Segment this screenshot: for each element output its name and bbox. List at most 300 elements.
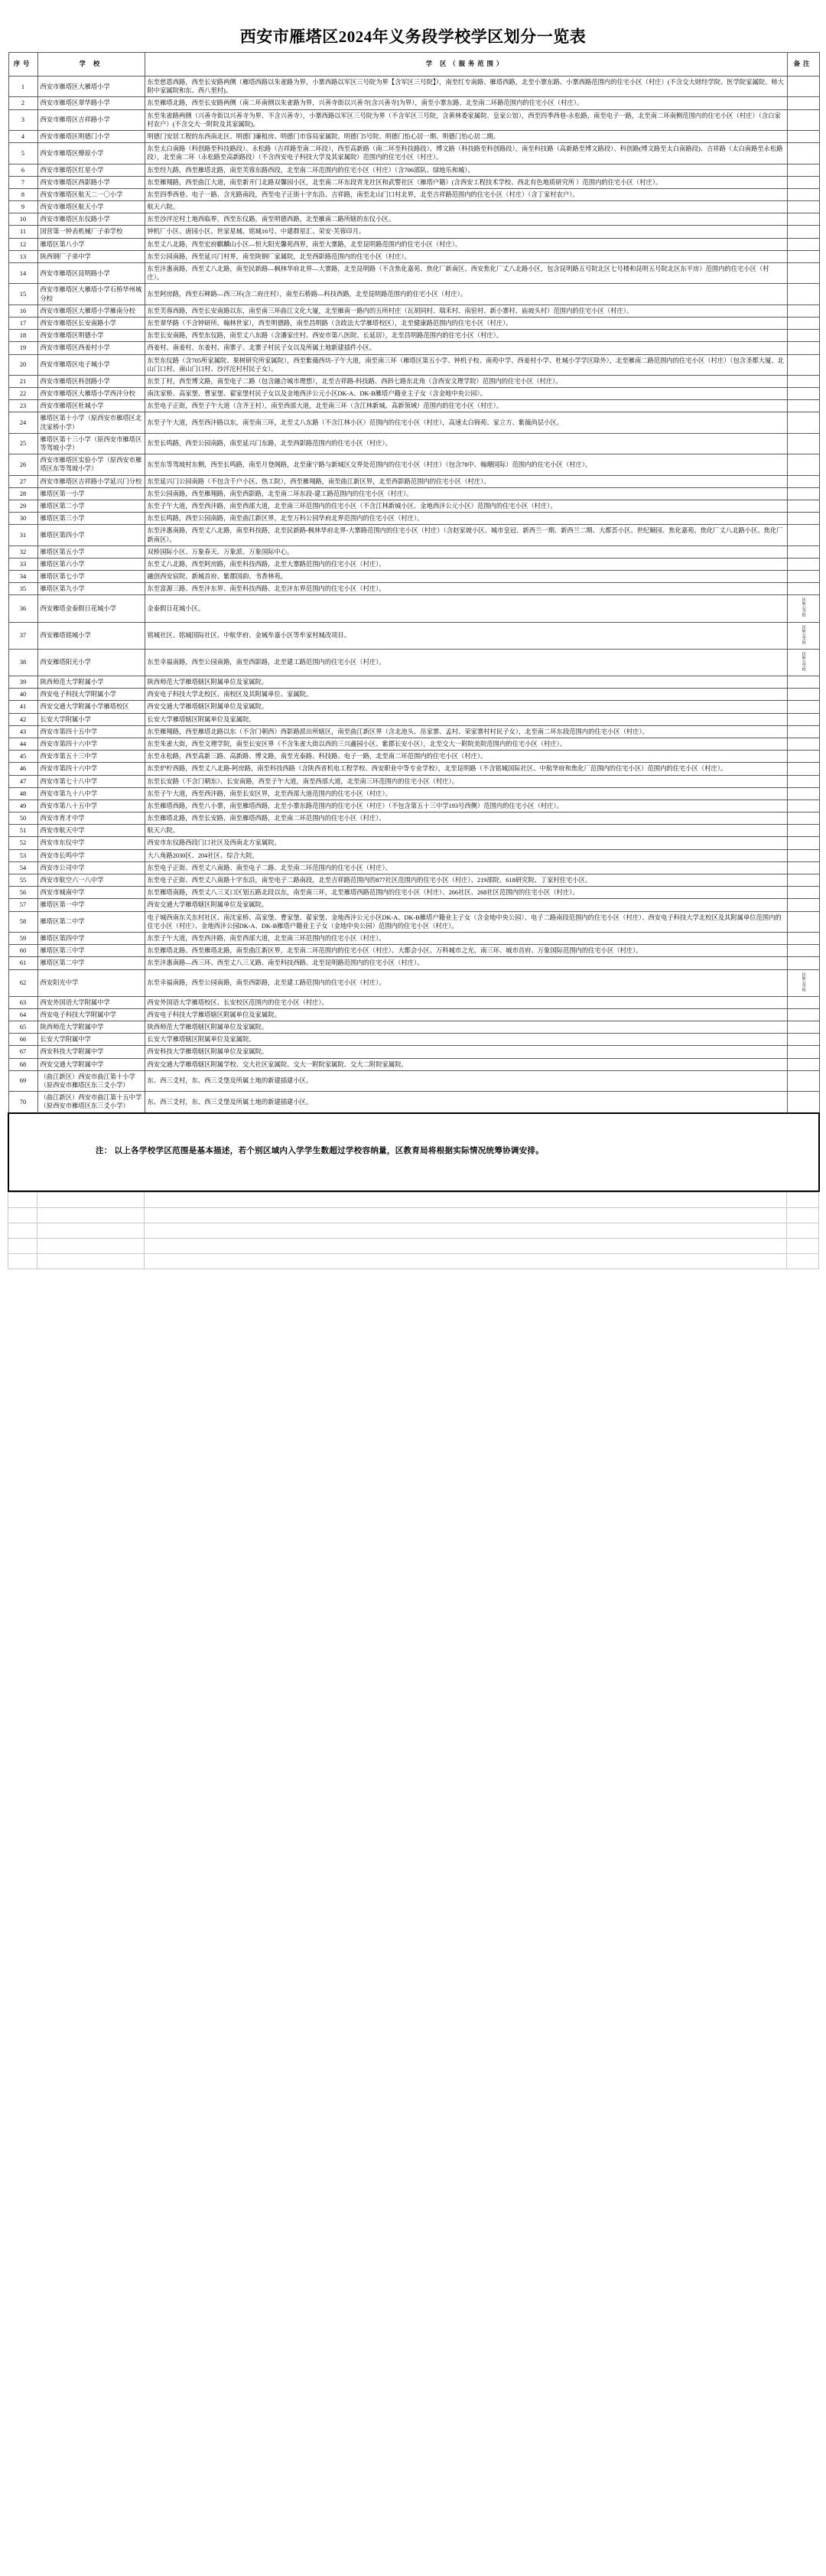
school-name: 雁塔区第五小学 (37, 545, 145, 558)
table-row (8, 400, 819, 412)
table-row (8, 342, 819, 354)
row-number: 49 (8, 800, 37, 812)
school-name: 西安阳光中学 (37, 969, 145, 996)
school-district-area: 东至阿房路，西至石释路—西三环(含二府庄村），南至石桥路—科技西路，北至昆明路范围内的住宅小区（村庄）。 (145, 284, 787, 304)
blank-cell (8, 1253, 37, 1268)
blank-cell (145, 1192, 787, 1207)
school-district-area: 东至炉柠西路，西至丈八北路-阿房路，南至科技西路（含陕西省机电工程学校、西安职业中等专业学校），北至昆明路（不含铭城国际社区、中航华府和焦化厂范围内的住宅小区）范围内的住宅小区（村庄）。 (145, 763, 787, 775)
row-number: 13 (8, 250, 37, 262)
row-remark (787, 945, 819, 957)
school-name: 雁塔区第一小学 (37, 487, 145, 500)
row-number: 62 (8, 969, 37, 996)
row-number: 48 (8, 787, 37, 800)
table-row (8, 354, 819, 375)
school-district-area: 东至雁翔路，西至雁塔北路以东（不含门朝西）西影路派出所辖区，南至曲江新区界（含北池头、岳家寨、孟村、荣家寨村村民子女），北至南二环东段范围内的住宅小区（村庄）。 (145, 725, 787, 738)
blank-cell (37, 1192, 145, 1207)
row-remark (787, 250, 819, 262)
school-district-area: 东至雁塔西路，西至八小寨，南至雁塔西路，北至小寨东路范围内的住宅小区（村庄）（不包含第五十三中学193号西侧）范围内的住宅小区（村庄）。 (145, 800, 787, 812)
row-number: 10 (8, 213, 37, 226)
row-number: 56 (8, 887, 37, 899)
row-remark (787, 787, 819, 800)
row-number: 55 (8, 874, 37, 887)
row-remark (787, 558, 819, 570)
school-district-area: 东至延兴门公园南路（不包含千户小区、热工院），西至雁翔路，南至曲江新区界，北至西影路范围内的住宅小区（村庄）。 (145, 475, 787, 487)
school-district-area: 东至丈八北路，西至宏府麒麟山小区—恒大阳光馨苑西界，南至大寨路，北至昆明路范围内的住宅小区（村庄）。 (145, 238, 787, 250)
row-number: 53 (8, 849, 37, 861)
blank-cell (787, 1207, 819, 1223)
school-name: 雁塔区第七小学 (37, 571, 145, 583)
school-name: （曲江新区）西安市曲江第十五中学（原西安市雁塔区东三爻小学） (37, 1092, 145, 1113)
row-number: 1 (8, 77, 37, 97)
school-district-area: 东至雁塔北路、西至雁塔北路，南至曲江新区界，北至南二环范围内的住宅小区（村庄）、大都会小区、万科城市之光、南三环、城市首府、万象国际范围内的住宅小区（村庄）。 (145, 945, 787, 957)
row-number: 7 (8, 176, 37, 188)
page-title: 西安市雁塔区2024年义务段学校学区划分一览表 (239, 28, 587, 46)
row-remark (787, 433, 819, 454)
row-remark (787, 1046, 819, 1058)
row-remark (787, 899, 819, 911)
row-number: 63 (8, 996, 37, 1008)
row-remark (787, 874, 819, 887)
row-remark (787, 487, 819, 500)
row-remark (787, 1021, 819, 1034)
blank-cell (787, 1253, 819, 1268)
table-row (8, 304, 819, 317)
table-row (8, 649, 819, 676)
row-number: 27 (8, 475, 37, 487)
school-district-area: 东至子午大道，西至西沣路，南至长安区界，北至西部大道范围内的住宅小区（村庄）。 (145, 787, 787, 800)
table-row (8, 1046, 819, 1058)
row-number: 3 (8, 109, 37, 130)
column-header-school: 学 校 (37, 53, 145, 77)
row-remark (787, 213, 819, 226)
school-name: 西安市雁塔区长安南路小学 (37, 317, 145, 329)
school-name: 西安市第九十八中学 (37, 787, 145, 800)
school-district-area: 西安交通大学雁塔辖区附属单位及家属院。 (145, 899, 787, 911)
row-remark (787, 500, 819, 512)
school-district-area: 东、西三爻村，东、西三爻堡及所属土地的新建插建小区。 (145, 1092, 787, 1113)
row-remark (787, 1058, 819, 1070)
school-name: 雁塔区第六小学 (37, 558, 145, 570)
table-row (8, 330, 819, 342)
school-district-area: 航天六院。 (145, 825, 787, 837)
remark-vertical-text: 民转公学校 (801, 651, 806, 671)
row-remark (787, 969, 819, 996)
column-header-no: 序号 (8, 53, 37, 77)
title-spacer (0, 0, 826, 23)
school-name: 陕西师范大学附属小学 (37, 676, 145, 689)
school-district-area: 东至雁塔北路，西至长安路两侧（南二环南侧以朱雀路为界，兴善寺街以兴善寺[含兴善寺]为界），南至小寨东路、北至南二环路范围内的住宅小区（村庄）。 (145, 97, 787, 109)
row-remark (787, 676, 819, 689)
row-number: 43 (8, 725, 37, 738)
footer-note-cell (8, 1113, 819, 1191)
table-row (8, 887, 819, 899)
school-district-area: 西安交通大学雁塔辖区附属单位及家属院。 (145, 701, 787, 713)
row-number: 21 (8, 375, 37, 387)
school-district-area: 东至沣惠南路—西三环、西至丈八三叉路、南至科技西路、北至昆明路范围内的住宅小区（村庄）。 (145, 957, 787, 969)
blank-cell (37, 1223, 145, 1238)
school-name: 西安市第七十八中学 (37, 775, 145, 787)
row-remark (787, 143, 819, 164)
school-district-area: 东至雁塔南路，西至丈八三叉口区划五路北段以东，南至南三环，北至雁塔西路范围内的住宅小区（村庄）、266社区、268社区范围内的住宅小区（村庄）。 (145, 887, 787, 899)
document-page (0, 0, 826, 1269)
blank-cell (37, 1253, 145, 1268)
row-number: 31 (8, 525, 37, 545)
table-row (8, 713, 819, 725)
blank-cell (8, 1207, 37, 1223)
school-name: 西安市雁塔区明德小学 (37, 330, 145, 342)
school-district-area: 西安市东仪路西段门口社区及西南北方家属院。 (145, 837, 787, 849)
row-number: 46 (8, 763, 37, 775)
blank-cell (145, 1207, 787, 1223)
school-name: 西安交通大学附属小学雁塔校区 (37, 701, 145, 713)
school-name: 西安外国语大学附属中学 (37, 996, 145, 1008)
table-row (8, 1021, 819, 1034)
row-remark (787, 375, 819, 387)
row-number: 68 (8, 1058, 37, 1070)
school-name: 西安市雁塔区大雁塔小学雁南分校 (37, 304, 145, 317)
school-district-area: 东、西三爻村，东、西三爻堡及所属土地的新建插建小区。 (145, 1070, 787, 1091)
table-row (8, 545, 819, 558)
school-district-area: 钟机厂小区、唐园小区、世家星城、铭城16号、中建群星汇、荣安·芙蓉印月。 (145, 226, 787, 238)
row-remark (787, 388, 819, 400)
blank-cell (8, 1223, 37, 1238)
row-number: 37 (8, 622, 37, 649)
row-remark (787, 454, 819, 475)
school-district-area: 西安交通大学雁塔辖区附属学校、交大社区家属院、交大一附院家属院、交大二附院家属院。 (145, 1058, 787, 1070)
school-name: 西安市第八十五中学 (37, 800, 145, 812)
table-row (8, 874, 819, 887)
school-district-area: 东至长安南路，西至东仪路，南至丈八东路（含潘家庄村、西安市第八医院、长延居），北至昌明路范围内的住宅小区（村庄）。 (145, 330, 787, 342)
table-row (8, 454, 819, 475)
row-remark (787, 545, 819, 558)
row-number: 12 (8, 238, 37, 250)
school-district-area: 大八角路2030区、204社区、综合大院。 (145, 849, 787, 861)
school-district-area: 西安科技大学雁塔辖区附属单位及家属院。 (145, 1046, 787, 1058)
row-remark (787, 713, 819, 725)
row-remark (787, 800, 819, 812)
school-name: 西安雁塔铭城小学 (37, 622, 145, 649)
row-remark (787, 263, 819, 284)
row-number: 57 (8, 899, 37, 911)
row-number: 34 (8, 571, 37, 583)
row-number: 67 (8, 1046, 37, 1058)
school-district-area: 东至沣惠南路，西至丈八北路，南至民新路—枫林华府北界—大寨路，北至昆明路（不含焦化嘉苑、焦化厂新南区、西安焦化厂丈八北路小区，包含昆明路五号院北区七号楼和昆明五号院北区东平房）范围内的住宅小区（村庄）。 (145, 263, 787, 284)
school-name: 西安市第四十六中学 (37, 738, 145, 750)
row-number: 40 (8, 689, 37, 701)
row-remark (787, 109, 819, 130)
row-number: 44 (8, 738, 37, 750)
school-name: 雁塔区第四中学 (37, 932, 145, 944)
school-district-area: 东至丁村，西至博文路，南至电子二路（包含融合城市理想），北至吉祥路-科技路、西斜七路东北角（含西安文理学院）范围内的住宅小区（村庄）。 (145, 375, 787, 387)
school-district-area: 东至慈恩西路，西至长安路两侧（雁塔西路以朱雀路为界，小寨西路以军区三号院为界【含军区三号院】），南至红专南路、雁塔西路，北至小寨东路、小寨西路范围内的住宅小区（村庄）(不含交大财经学院、医学院家属院、师大附中家属院和东、西八里村)。 (145, 77, 787, 97)
school-district-area: 铭城社区、铭城国际社区、中航华府、金城牟嘉小区等牟家村城改项目。 (145, 622, 787, 649)
table-row (8, 676, 819, 689)
row-remark (787, 701, 819, 713)
school-name: 西安市雁塔区航天小学 (37, 201, 145, 213)
school-name: 西安市雁塔区明德门小学 (37, 130, 145, 142)
row-remark (787, 1092, 819, 1113)
blank-row (8, 1253, 819, 1268)
table-row (8, 911, 819, 932)
table-body (8, 77, 819, 1191)
row-remark (787, 226, 819, 238)
school-name: 西安市雁塔区科创路小学 (37, 375, 145, 387)
school-name: 西安电子科技大学附属中学 (37, 1008, 145, 1021)
row-remark (787, 887, 819, 899)
school-district-area: 东至幸福南路，西至公园南路，南至西影路，北至建工路范围内的住宅小区（村庄）。 (145, 649, 787, 676)
row-number: 41 (8, 701, 37, 713)
table-row (8, 317, 819, 329)
blank-cell (145, 1223, 787, 1238)
row-number: 29 (8, 500, 37, 512)
column-header-area: 学 区（服务范围） (145, 53, 787, 77)
row-number: 58 (8, 911, 37, 932)
school-name: 西安市航天中学 (37, 825, 145, 837)
table-row (8, 787, 819, 800)
row-number: 69 (8, 1070, 37, 1091)
school-name: 西安市雁塔区西影路小学 (37, 176, 145, 188)
table-row (8, 725, 819, 738)
school-name: 西安市雁塔区电子城小学 (37, 354, 145, 375)
row-remark (787, 649, 819, 676)
row-remark (787, 330, 819, 342)
table-row (8, 969, 819, 996)
table-row (8, 513, 819, 525)
school-name: 西安市雁塔区大雁塔小学 (37, 77, 145, 97)
row-remark (787, 775, 819, 787)
row-remark (787, 825, 819, 837)
table-row (8, 500, 819, 512)
row-remark (787, 238, 819, 250)
school-name: 西安市育才中学 (37, 813, 145, 825)
table-row (8, 1034, 819, 1046)
school-district-area: 东至电子正街、西至丈八南路十字东沿，南至电子二路南段，北至吉祥路范围内的877社区范围内的住宅小区（村庄）、219部院、618研究院、丁家村住宅小区。 (145, 874, 787, 887)
school-name: 西安市第四十五中学 (37, 725, 145, 738)
row-number: 5 (8, 143, 37, 164)
school-name: 长安大学附属中学 (37, 1034, 145, 1046)
school-name: 西安市第五十三中学 (37, 751, 145, 763)
school-district-area: 东至公园南路，西至雁翔路，南至西影路，北至南二环东段-建工路范围内的住宅小区（村庄）。 (145, 487, 787, 500)
school-district-area: 长安大学雁塔辖区附属单位及家属院。 (145, 1034, 787, 1046)
table-row (8, 250, 819, 262)
school-name: 西安市雁塔区红星小学 (37, 164, 145, 176)
school-name: 西安市雁塔区大雁塔小学石桥华州城分校 (37, 284, 145, 304)
blank-cell (145, 1253, 787, 1268)
school-district-area: 东至子午大道，西至西沣路，南至西部大道，北至南三环范围内的住宅小区（村庄）。 (145, 932, 787, 944)
row-number: 16 (8, 304, 37, 317)
school-district-area: 东至四季西巷、电子一路、含光路南段，西至电子正街十字东沿、吉祥路，南至北山门口村北界，北至吉祥路范围内的住宅小区（村庄）（含丁家村农户）。 (145, 188, 787, 200)
table-row (8, 97, 819, 109)
school-district-area: 东至电子正街、西至丈八南路、南至电子二路、北至南二环范围内的住宅小区（村庄）。 (145, 861, 787, 874)
school-name: 雁塔区第三小学 (37, 513, 145, 525)
school-name: 陕西师范大学附属中学 (37, 1021, 145, 1034)
school-name: 西安市长鸣中学 (37, 849, 145, 861)
row-number: 39 (8, 676, 37, 689)
school-name: 西安市第四十六中学 (37, 763, 145, 775)
school-district-area: 东至经九路，西至雁塔北路，南至芙蓉东路西段，北至南二环范围内的住宅小区（村庄）（含706部队、绿地乐和城）。 (145, 164, 787, 176)
school-district-area: 东至太白南路（科创路至科技路段）、永松路（吉祥路至南二环段），西至高新路（南二环至科技路段）、博文路（科技路至科创路段），南至科技路（高新路至博文路段）、科创路(博文路至太白南路段)、吉祥路（太白南路至永松路段），北至南二环（永松路至高新路段）（不含西安电子科技大学及其家属院）范围内的住宅小区（村庄）。 (145, 143, 787, 164)
row-number: 30 (8, 513, 37, 525)
table-row (8, 1008, 819, 1021)
school-district-area: 航天六院。 (145, 201, 787, 213)
table-row (8, 813, 819, 825)
remark-vertical-text: 民转公学校 (801, 624, 806, 644)
row-number: 65 (8, 1021, 37, 1034)
row-number: 19 (8, 342, 37, 354)
row-number: 24 (8, 412, 37, 433)
row-remark (787, 932, 819, 944)
table-row (8, 701, 819, 713)
trailing-blank-grid (8, 1192, 819, 1269)
school-name: 陕西钢厂子弟中学 (37, 250, 145, 262)
school-district-area: 东至子午大道，西至西沣路，南至西部大道，北至南三环范围内的住宅小区（不含江林新城小区、金地西沣公元小区）范围内的住宅小区（村庄）。 (145, 500, 787, 512)
school-district-area: 明德门安居工程的东西南北区、明德门廉租房、明德门市容局家属院、明德门5号院、明德门怡心居一期、明德门怡心居二期。 (145, 130, 787, 142)
school-district-area: 东至沙泙沱村土地西临界，西至东仪路，南至明德西路，北至雁南二路所辖的东仪小区。 (145, 213, 787, 226)
school-district-area: 东至芙蓉西路，西至长安南路以东，南至南三环曲江文化大厦，北至雁南一路内的五所村庄（瓦胡同村、瑞禾村、南窑村、新小寨村、庙坡头村）范围内的住宅小区（村庄）。 (145, 304, 787, 317)
remark-vertical-text: 民转公学校 (801, 972, 806, 992)
row-remark (787, 622, 819, 649)
row-number: 18 (8, 330, 37, 342)
blank-cell (8, 1192, 37, 1207)
row-number: 4 (8, 130, 37, 142)
table-row (8, 558, 819, 570)
table-row (8, 164, 819, 176)
row-remark (787, 583, 819, 595)
row-number: 2 (8, 97, 37, 109)
table-row (8, 800, 819, 812)
school-name: 西安交通大学附属中学 (37, 1058, 145, 1070)
row-number: 32 (8, 545, 37, 558)
table-row (8, 932, 819, 944)
table-head (8, 53, 819, 77)
table-row (8, 996, 819, 1008)
school-district-area: 金泰假日花城小区。 (145, 595, 787, 622)
school-district-area: 东至雁翔路，西至曲江大道，南至新开门北路双馨园小区，北至南二环东段青龙社区和武警社区（雁塔户籍）(含西安工程技术学校、西北有色地质研究所 ）范围内的住宅小区（村庄）。 (145, 176, 787, 188)
row-remark (787, 996, 819, 1008)
school-name: 雁塔区第四小学 (37, 525, 145, 545)
school-name: 西安市雁塔区翠华路小学 (37, 97, 145, 109)
school-district-area: 陕西师范大学雁塔辖区附属单位及家属院。 (145, 676, 787, 689)
school-district-area: 南沈家桥、高家堡、曹家堡、翟家堡村民子女以及金地西沣公元小区DK-A、DK-B雁塔户籍业主子女（含金地中央公园）。 (145, 388, 787, 400)
school-name: 西安市雁塔区昆明路小学 (37, 263, 145, 284)
table-row (8, 899, 819, 911)
table-row (8, 109, 819, 130)
table-row (8, 176, 819, 188)
table-row (8, 837, 819, 849)
school-district-area: 西安电子科技大学北校区、南校区及其附属单位、家属院。 (145, 689, 787, 701)
table-row (8, 525, 819, 545)
school-name: 西安市雁塔区实验小学（原西安市雁塔区东等驾坡小学） (37, 454, 145, 475)
table-row (8, 622, 819, 649)
row-remark (787, 1070, 819, 1091)
table-row (8, 1058, 819, 1070)
school-district-area: 东至东仪路（含705所家属院、果树研究所家属院），西至紫薇西坊-子午大道，南至南三环（雁塔区第五小学、钟机子校、南苑中学、西姜村小学、杜城小学学区除外），北至雁南二路范围内的住宅小区（村庄）（包含圣都大厦、北山门口村、南山门口村、沙泙沱村村民子女）。 (145, 354, 787, 375)
school-name: 西安市雁塔区东仪路小学 (37, 213, 145, 226)
row-remark (787, 130, 819, 142)
school-name: 西安电子科技大学附属小学 (37, 689, 145, 701)
school-name: 长安大学附属小学 (37, 713, 145, 725)
table-row (8, 861, 819, 874)
row-number: 23 (8, 400, 37, 412)
blank-cell (787, 1192, 819, 1207)
table-row (8, 1092, 819, 1113)
school-name: 西安市航空六一八中学 (37, 874, 145, 887)
row-remark (787, 188, 819, 200)
school-name: 西安市雁塔区西姜村小学 (37, 342, 145, 354)
school-district-area: 东至沣惠南路，西至丈八北路，南至科技路，北至民新路-枫林华府北界-大寨路范围内的住宅小区（村庄）（含赵家坡小区、城市皇冠、新西兰一期、新西兰二期、大都荟小区、世纪颐园、焦化嘉苑、焦化厂丈八北路小区、焦化厂新南区）。 (145, 525, 787, 545)
school-district-area: 电子城西南东关东村社区、南沈家桥、高家堡、曹家堡、翟家堡、金地西沣公元小区DK-A、DK-B雁塔户籍业主子女（含金地中央公园）、电子二路南段范围内的住宅小区（村庄）、西安电子科技大学北校区及其附属单位范围内的住宅小区（村庄）、金地西沣公园DK-A、DK-B雁塔户籍业主子女（金地中央公园）范围内的住宅小区（村庄）。 (145, 911, 787, 932)
table-row (8, 388, 819, 400)
blank-cell (787, 1223, 819, 1238)
row-number: 35 (8, 583, 37, 595)
school-district-area: 东至长鸣路，西至公园南路，南至曲江新区界，北至万科公园华府北界范围内的住宅小区（村庄）。 (145, 513, 787, 525)
row-number: 38 (8, 649, 37, 676)
school-name: 西安雁塔金泰假日花城小学 (37, 595, 145, 622)
row-remark (787, 1008, 819, 1021)
table-row (8, 143, 819, 164)
table-row (8, 583, 819, 595)
school-name: 雁塔区第一中学 (37, 899, 145, 911)
school-district-area: 东至朱雀路两侧（兴善寺街以兴善寺为界、不含兴善寺），小寨西路以军区三号院为界（不含军区三号院，含黄林委家属院、皇家公馆），西至四季西巷-永松路，南至电子一路，北至南二环南侧范围内的住宅小区（村庄）（含白家村农户）(不含交大一附院及其家属院)。 (145, 109, 787, 130)
table-row (8, 689, 819, 701)
row-remark (787, 513, 819, 525)
blank-row (8, 1223, 819, 1238)
table-row (8, 375, 819, 387)
row-remark (787, 400, 819, 412)
school-name: 西安雁塔阳光小学 (37, 649, 145, 676)
table-row (8, 763, 819, 775)
school-district-area: 东至子午大道，西至西沣路以东，南至南三环，北至丈八东路（不含江林小区）范围内的住宅小区（村庄），高速太白锦苑、家立方、紫薇尚层小区。 (145, 412, 787, 433)
row-number: 8 (8, 188, 37, 200)
row-number: 14 (8, 263, 37, 284)
table-row (8, 238, 819, 250)
table-row (8, 412, 819, 433)
school-district-area: 西安电子科技大学雁塔辖区附属单位及家属院。 (145, 1008, 787, 1021)
school-name: 西安市雁塔区燎原小学 (37, 143, 145, 164)
row-number: 51 (8, 825, 37, 837)
row-number: 64 (8, 1008, 37, 1021)
row-remark (787, 689, 819, 701)
table-row (8, 263, 819, 284)
table-row (8, 595, 819, 622)
row-number: 22 (8, 388, 37, 400)
school-name: 西安市城南中学 (37, 887, 145, 899)
row-remark (787, 412, 819, 433)
row-number: 50 (8, 813, 37, 825)
table-row (8, 1070, 819, 1091)
row-remark (787, 849, 819, 861)
row-remark (787, 525, 819, 545)
row-remark (787, 725, 819, 738)
school-district-table (8, 52, 820, 1192)
row-number: 15 (8, 284, 37, 304)
row-number: 17 (8, 317, 37, 329)
table-row (8, 487, 819, 500)
school-district-area: 东至雁塔北路，西至长安路，南至雁塔西路，北至南二环范围内的住宅小区（村庄）。 (145, 813, 787, 825)
blank-cell (145, 1238, 787, 1253)
footer-note-row (8, 1113, 819, 1191)
table-row (8, 775, 819, 787)
row-number: 33 (8, 558, 37, 570)
row-remark (787, 77, 819, 97)
row-remark (787, 911, 819, 932)
table-row (8, 77, 819, 97)
row-number: 25 (8, 433, 37, 454)
row-remark (787, 475, 819, 487)
blank-cell (787, 1238, 819, 1253)
school-name: （曲江新区）西安市曲江第十小学（原西安市雁塔区东三爻小学） (37, 1070, 145, 1091)
school-name: 西安市雁塔区吉祥路小学 (37, 109, 145, 130)
